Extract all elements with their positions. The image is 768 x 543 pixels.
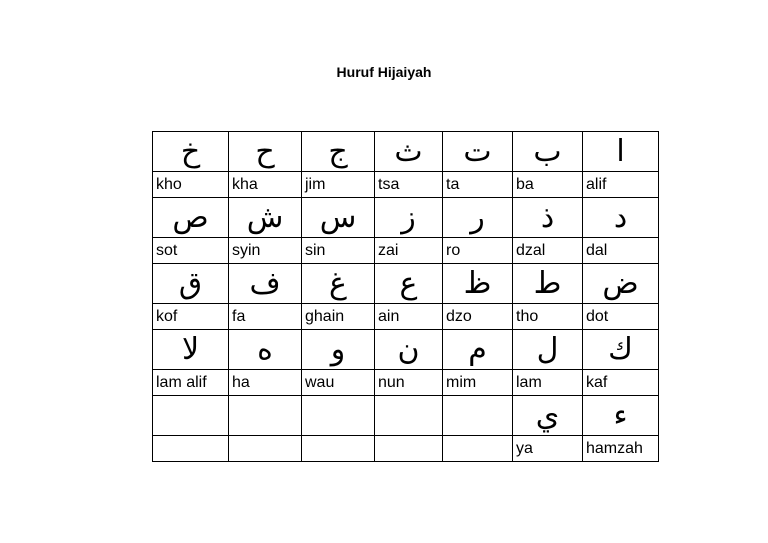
letter-name-row [153, 436, 659, 462]
letter-glyph-cell: ع [375, 264, 443, 304]
letter-glyph-cell: ش [229, 198, 302, 238]
letter-name-cell: ghain [302, 304, 375, 330]
letter-glyph-cell: خ [153, 132, 229, 172]
letter-name-cell: hamzah [583, 436, 659, 462]
letter-name-cell: dot [583, 304, 659, 330]
letter-glyph-cell: ظ [443, 264, 513, 304]
letter-glyph-cell [229, 396, 302, 436]
letter-glyph-cell: ذ [513, 198, 583, 238]
letter-name-cell: zai [375, 238, 443, 264]
letter-name-cell: nun [375, 370, 443, 396]
letter-name-cell: kof [153, 304, 229, 330]
letter-glyph-cell [443, 396, 513, 436]
letter-glyph-cell: ح [229, 132, 302, 172]
letter-glyph-cell: ص [153, 198, 229, 238]
letter-name-cell: ba [513, 172, 583, 198]
letter-name-cell [153, 436, 229, 462]
letter-glyph-cell: ل [513, 330, 583, 370]
letter-glyph-row [153, 198, 659, 238]
letter-glyph-cell [153, 396, 229, 436]
letter-name-cell: tho [513, 304, 583, 330]
letter-name-cell: jim [302, 172, 375, 198]
letter-glyph-cell: ء [583, 396, 659, 436]
hijaiyah-table [152, 131, 659, 462]
letter-glyph-cell: غ [302, 264, 375, 304]
letter-name-cell [229, 436, 302, 462]
letter-name-cell: ain [375, 304, 443, 330]
letter-name-cell: syin [229, 238, 302, 264]
letter-name-cell: sot [153, 238, 229, 264]
letter-glyph-row [153, 396, 659, 436]
letter-name-cell: kaf [583, 370, 659, 396]
letter-glyph-cell: ك [583, 330, 659, 370]
letter-name-row [153, 238, 659, 264]
letter-name-cell [443, 436, 513, 462]
letter-glyph-cell: لا [153, 330, 229, 370]
letter-name-cell: dal [583, 238, 659, 264]
letter-name-cell [375, 436, 443, 462]
letter-glyph-cell: ث [375, 132, 443, 172]
letter-glyph-cell: ض [583, 264, 659, 304]
letter-name-row [153, 304, 659, 330]
letter-name-cell: ro [443, 238, 513, 264]
letter-name-cell: sin [302, 238, 375, 264]
document-title: Huruf Hijaiyah [336, 64, 432, 80]
letter-glyph-cell: ط [513, 264, 583, 304]
letter-name-cell: fa [229, 304, 302, 330]
letter-glyph-cell: و [302, 330, 375, 370]
letter-glyph-cell: ه [229, 330, 302, 370]
letter-glyph-cell: ت [443, 132, 513, 172]
letter-glyph-cell: ر [443, 198, 513, 238]
letter-name-cell: lam [513, 370, 583, 396]
letter-name-cell [302, 436, 375, 462]
letter-glyph-cell: ز [375, 198, 443, 238]
letter-name-row [153, 370, 659, 396]
letter-name-cell: ha [229, 370, 302, 396]
letter-glyph-row [153, 264, 659, 304]
letter-glyph-cell: د [583, 198, 659, 238]
letter-name-cell: wau [302, 370, 375, 396]
letter-glyph-row [153, 132, 659, 172]
letter-name-cell: tsa [375, 172, 443, 198]
letter-name-row [153, 172, 659, 198]
letter-glyph-cell: ن [375, 330, 443, 370]
letter-name-cell: ya [513, 436, 583, 462]
letter-name-cell: mim [443, 370, 513, 396]
hijaiyah-table-body [153, 132, 659, 462]
letter-glyph-cell [375, 396, 443, 436]
letter-glyph-cell: ق [153, 264, 229, 304]
letter-glyph-cell [302, 396, 375, 436]
letter-name-cell: dzo [443, 304, 513, 330]
letter-glyph-cell: س [302, 198, 375, 238]
letter-glyph-cell: ا [583, 132, 659, 172]
letter-name-cell: lam alif [153, 370, 229, 396]
letter-glyph-cell: ف [229, 264, 302, 304]
letter-glyph-cell: ي [513, 396, 583, 436]
letter-name-cell: dzal [513, 238, 583, 264]
letter-name-cell: kho [153, 172, 229, 198]
letter-glyph-cell: ج [302, 132, 375, 172]
letter-name-cell: kha [229, 172, 302, 198]
letter-glyph-row [153, 330, 659, 370]
letter-glyph-cell: م [443, 330, 513, 370]
letter-name-cell: ta [443, 172, 513, 198]
letter-glyph-cell: ب [513, 132, 583, 172]
letter-name-cell: alif [583, 172, 659, 198]
